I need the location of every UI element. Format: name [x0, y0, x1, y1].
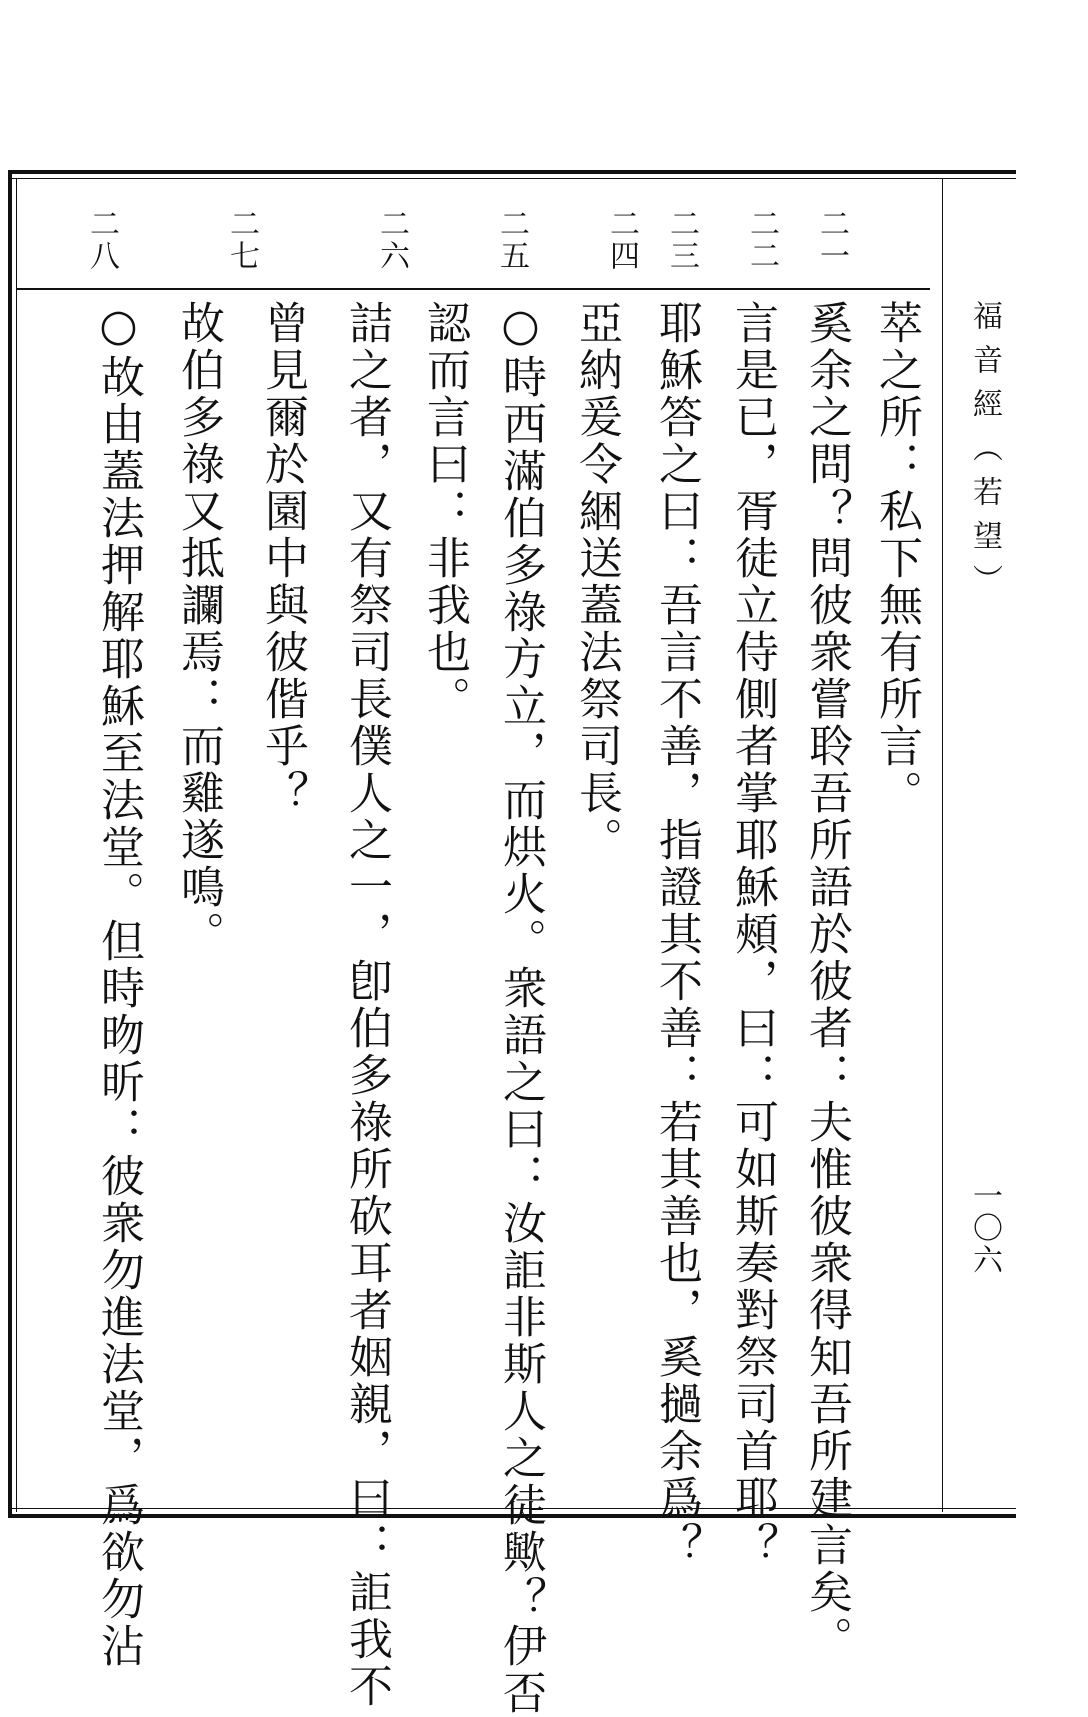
verse-number-23: 二三 [664, 208, 699, 272]
body-text [20, 300, 930, 1717]
verse-number-22: 二二 [744, 208, 779, 272]
text-column-10: 故伯多祿又抵讕焉：而雞遂鳴。 [173, 300, 224, 958]
verse-number-28: 二八 [84, 208, 119, 272]
verse-number-row [16, 178, 942, 288]
frame-right-rule [942, 178, 943, 1512]
page-number: 一〇六 [967, 1180, 1002, 1276]
text-column-4: 耶穌答之曰：吾言不善，指證其不善：若其善也，奚撾余爲？ [651, 300, 702, 1569]
text-column-8: 詰之者，又有祭司長僕人之一，卽伯多祿所砍耳者姻親，曰：詎我不 [341, 300, 392, 1710]
text-column-3: 言是已，胥徒立侍側者掌耶穌頰，曰：可如斯奏對祭司首耶？ [727, 300, 778, 1569]
text-column-7: 認而言曰：非我也。 [419, 300, 470, 723]
verse-number-26: 二六 [374, 208, 409, 272]
frame-left-inner-rule [16, 178, 17, 1512]
verse-number-24: 二四 [604, 208, 639, 272]
header-rule [16, 288, 930, 290]
verse-number-21: 二一 [814, 208, 849, 272]
verse-number-27: 二七 [224, 208, 259, 272]
text-column-6: ○時西滿伯多祿方立，而烘火。衆語之曰：汝詎非斯人之徒歟？伊否 [495, 300, 546, 1717]
verse-number-25: 二五 [494, 208, 529, 272]
running-head: 福音經（若望） [967, 300, 1002, 608]
text-column-5: 亞納爰令綑送蓋法祭司長。 [571, 300, 622, 864]
text-column-11: ○故由蓋法押解耶穌至法堂。但時昒昕：彼衆勿進法堂，爲欲勿沾 [93, 300, 144, 1670]
frame-left-rule [8, 170, 12, 1518]
frame-top-rule [8, 170, 1016, 174]
text-column-2: 奚余之問？問彼衆嘗聆吾所語於彼者：夫惟彼衆得知吾所建言矣。 [801, 300, 852, 1663]
text-column-9: 曾見爾於園中與彼偕乎？ [257, 300, 308, 817]
text-column-1: 萃之所：私下無有所言。 [871, 300, 922, 817]
